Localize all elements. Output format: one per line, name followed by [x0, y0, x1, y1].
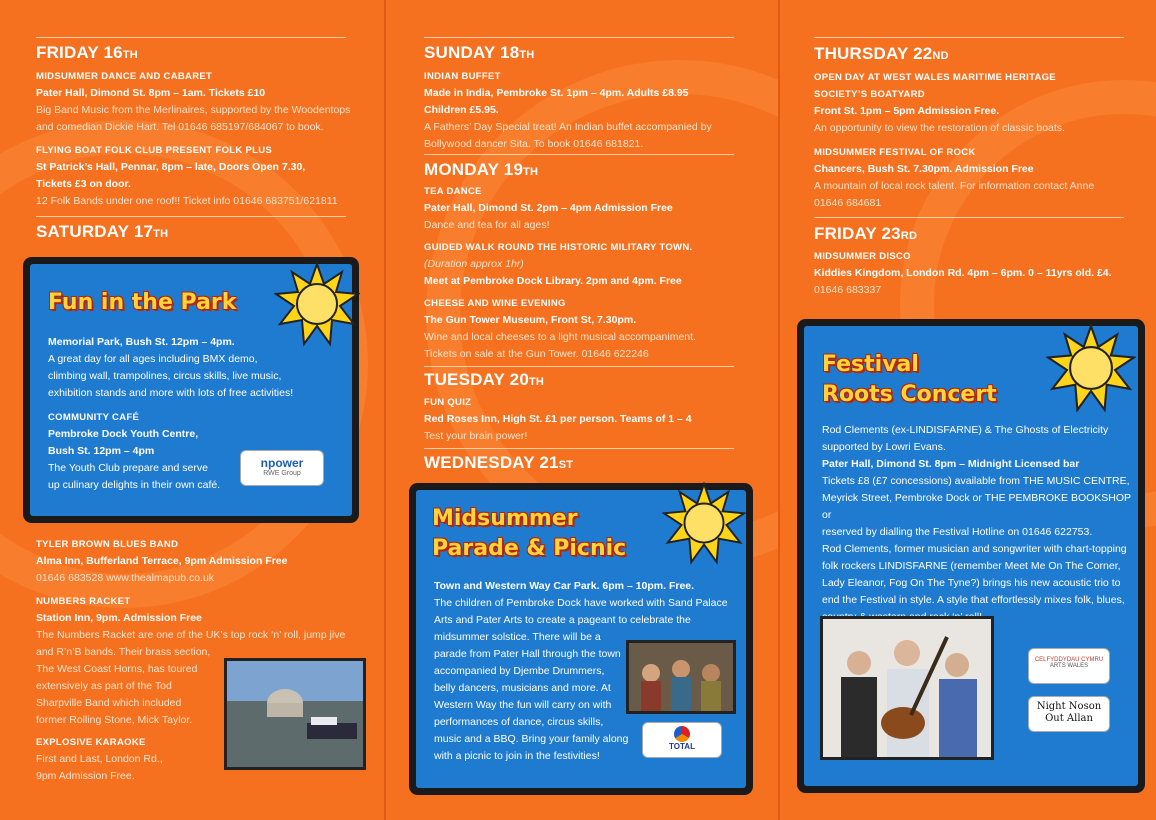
event-indian-buffet: [424, 68, 764, 153]
event-title: INDIAN BUFFET: [424, 71, 501, 82]
event-desc: supported by Lowri Evans.: [822, 441, 946, 453]
event-title: TYLER BROWN BLUES BAND: [36, 539, 179, 550]
event-venue: Tickets £3 on door.: [36, 178, 131, 190]
band-photo: [820, 616, 994, 760]
panel-left: [0, 0, 384, 820]
divider: [424, 37, 734, 38]
event-midsummer-dance: [36, 68, 376, 136]
event-venue: Children £5.95.: [424, 104, 499, 116]
event-desc: and comedian Dickie Hart. Tel 01646 685197/684067 to book.: [36, 121, 324, 133]
event-desc: midsummer solstice. There will be a: [434, 631, 601, 643]
event-venue: Pembroke Dock Youth Centre,: [48, 428, 199, 440]
event-festival-rock: [814, 144, 1144, 212]
event-desc: Big Band Music from the Merlinaires, supported by the Woodentops: [36, 104, 351, 116]
divider: [424, 154, 734, 155]
divider: [36, 216, 346, 217]
event-desc: accompanied by Djembe Drummers,: [434, 665, 605, 677]
event-karaoke: [36, 734, 216, 785]
event-desc: The children of Pembroke Dock have worked with Sand Palace: [434, 597, 728, 609]
total-logo: TOTAL: [642, 722, 722, 758]
event-title: EXPLOSIVE KARAOKE: [36, 737, 146, 748]
box-title: Parade & Picnic: [432, 536, 627, 561]
event-tea-dance: [424, 183, 764, 234]
event-desc: reserved by dialling the Festival Hotline on 01646 622753.: [822, 526, 1093, 538]
divider: [424, 448, 734, 449]
event-guided-walk: [424, 239, 764, 290]
event-title: MIDSUMMER DISCO: [814, 251, 911, 262]
event-desc: Arts and Pater Arts to create a pageant to celebrate the: [434, 614, 691, 626]
event-desc: end the Festival in style. A style that effortlessly mixes folk, blues,: [822, 594, 1125, 606]
event-desc: 12 Folk Bands under one roof!! Ticket info 01646 683751/621811: [36, 195, 338, 207]
event-title: NUMBERS RACKET: [36, 596, 131, 607]
event-desc: Western Way the fun will carry on with: [434, 699, 612, 711]
box-title: Roots Concert: [822, 382, 997, 407]
event-desc: belly dancers, musicians and more. At: [434, 682, 611, 694]
event-desc: extensively as part of the Tod: [36, 680, 172, 692]
event-desc: Rod Clements, former musician and songwriter with chart-topping: [822, 543, 1127, 555]
parade-details: [434, 629, 634, 765]
event-venue: Memorial Park, Bush St. 12pm – 4pm.: [48, 336, 235, 348]
box-title: Midsummer: [432, 506, 578, 531]
event-cheese-wine: [424, 295, 764, 363]
event-desc: 01646 684681: [814, 197, 882, 209]
event-title: MIDSUMMER DANCE AND CABARET: [36, 71, 213, 82]
event-title: MIDSUMMER FESTIVAL OF ROCK: [814, 147, 976, 158]
event-venue: Chancers, Bush St. 7.30pm. Admission Free: [814, 163, 1034, 175]
drummers-photo: [626, 640, 736, 714]
event-desc: performances of dance, circus skills,: [434, 716, 604, 728]
event-title: CHEESE AND WINE EVENING: [424, 298, 566, 309]
event-title: TEA DANCE: [424, 186, 482, 197]
gun-tower-photo: [224, 658, 366, 770]
box-title: Festival: [822, 352, 919, 377]
event-desc: Wine and local cheeses to a light musical accompaniment.: [424, 331, 696, 343]
event-venue: The Gun Tower Museum, Front St, 7.30pm.: [424, 314, 637, 326]
day-heading-saturday: SATURDAY 17TH: [36, 222, 169, 241]
panel-right: [780, 0, 1156, 820]
event-desc: A great day for all ages including BMX demo,: [48, 353, 258, 365]
event-venue: Pater Hall, Dimond St. 2pm – 4pm Admission Free: [424, 202, 673, 214]
event-venue: Meet at Pembroke Dock Library. 2pm and 4pm. Free: [424, 275, 682, 287]
day-heading-friday-23: FRIDAY 23RD: [814, 224, 918, 243]
event-fun-quiz: [424, 394, 764, 445]
event-venue: Station Inn, 9pm. Admission Free: [36, 612, 202, 624]
event-desc: 01646 683528 www.thealmapub.co.uk: [36, 572, 215, 584]
event-disco: [814, 248, 1154, 299]
event-duration: (Duration approx 1hr): [424, 258, 524, 270]
event-desc: A mountain of local rock talent. For information contact Anne: [814, 180, 1095, 192]
divider: [814, 37, 1124, 38]
event-desc: parade from Pater Hall through the town: [434, 648, 621, 660]
event-venue: Kiddies Kingdom, London Rd. 4pm – 6pm. 0 – 11yrs old. £4.: [814, 267, 1112, 279]
event-desc: 01646 683337: [814, 284, 882, 296]
event-desc: with a picnic to join in the festivities!: [434, 750, 600, 762]
event-venue: Pater Hall, Dimond St. 8pm – 1am. Tickets £10: [36, 87, 266, 99]
sun-icon: [662, 482, 746, 566]
event-venue: St Patrick’s Hall, Pennar, 8pm – late, Doors Open 7.30,: [36, 161, 306, 173]
npower-logo: npower RWE Group: [240, 450, 324, 486]
divider: [36, 37, 346, 38]
event-desc: exhibition stands and more with lots of free activities!: [48, 387, 294, 399]
event-desc: Test your brain power!: [424, 430, 528, 442]
sun-icon: [1046, 324, 1136, 414]
day-heading-thursday: THURSDAY 22ND: [814, 44, 949, 63]
event-desc: Lady Eleanor, Fog On The Tyne?) brings his new acoustic trio to: [822, 577, 1121, 589]
concert-details: [822, 422, 1134, 626]
divider: [814, 217, 1124, 218]
event-desc: up culinary delights in their own café.: [48, 479, 221, 491]
event-desc: First and Last, London Rd.,: [36, 753, 163, 765]
community-cafe: [48, 409, 248, 494]
event-venue: Town and Western Way Car Park. 6pm – 10pm. Free.: [434, 580, 695, 592]
day-heading-friday: FRIDAY 16TH: [36, 43, 138, 62]
fun-park-details: [48, 334, 338, 402]
fun-in-the-park-box: [30, 264, 352, 516]
event-title: GUIDED WALK ROUND THE HISTORIC MILITARY TOWN.: [424, 242, 693, 253]
event-title: FLYING BOAT FOLK CLUB PRESENT FOLK PLUS: [36, 145, 273, 156]
event-open-day: [814, 69, 1144, 137]
event-folk-club: [36, 142, 376, 210]
day-heading-monday: MONDAY 19TH: [424, 160, 539, 179]
parade-venue: [434, 578, 734, 629]
event-desc: An opportunity to view the restoration of classic boats.: [814, 122, 1065, 134]
event-title: SOCIETY’S BOATYARD: [814, 89, 925, 100]
day-heading-sunday: SUNDAY 18TH: [424, 43, 535, 62]
event-title: COMMUNITY CAFÉ: [48, 412, 140, 423]
arts-wales-logo: CELFYDDYDAU CYMRU ARTS WALES: [1028, 648, 1110, 684]
event-desc: The Youth Club prepare and serve: [48, 462, 208, 474]
event-desc: climbing wall, trampolines, circus skills, live music,: [48, 370, 282, 382]
event-venue: Red Roses Inn, High St. £1 per person. Teams of 1 – 4: [424, 413, 692, 425]
night-out-logo: Night Noson Out Allan: [1028, 696, 1110, 732]
event-venue: Front St. 1pm – 5pm Admission Free.: [814, 105, 1000, 117]
event-desc: A Fathers’ Day Special treat! An Indian buffet accompanied by: [424, 121, 712, 133]
day-heading-wednesday: WEDNESDAY 21ST: [424, 453, 574, 472]
event-desc: Tickets £8 (£7 concessions) available from THE MUSIC CENTRE,: [822, 475, 1130, 487]
event-desc: The Numbers Racket are one of the UK’s top rock ‘n’ roll, jump jive: [36, 629, 346, 641]
event-desc: Rod Clements (ex-LINDISFARNE) & The Ghosts of Electricity: [822, 424, 1109, 436]
event-desc: The West Coast Horns, has toured: [36, 663, 198, 675]
event-venue: Alma Inn, Bufferland Terrace, 9pm Admission Free: [36, 555, 288, 567]
box-title: Fun in the Park: [48, 290, 237, 315]
roots-concert-box: [804, 326, 1138, 786]
event-desc: Sharpville Band which included: [36, 697, 182, 709]
event-title: FUN QUIZ: [424, 397, 472, 408]
panel-middle: [386, 0, 778, 820]
event-desc: former Rolling Stone, Mick Taylor.: [36, 714, 193, 726]
event-desc: Meyrick Street, Pembroke Dock or THE PEMBROKE BOOKSHOP or: [822, 492, 1131, 521]
event-desc: music and a BBQ. Bring your family along: [434, 733, 629, 745]
event-tyler-brown: [36, 536, 376, 587]
event-desc: folk rockers LINDISFARNE (remember Meet Me On The Corner,: [822, 560, 1121, 572]
midsummer-parade-box: [416, 490, 746, 788]
event-desc: Dance and tea for all ages!: [424, 219, 550, 231]
event-title: OPEN DAY AT WEST WALES MARITIME HERITAGE: [814, 72, 1056, 83]
day-heading-tuesday: TUESDAY 20TH: [424, 370, 545, 389]
event-venue: Made in India, Pembroke St. 1pm – 4pm. Adults £8.95: [424, 87, 689, 99]
event-desc: and R’n’B bands. Their brass section,: [36, 646, 211, 658]
event-desc: Bollywood dancer Sita. To book 01646 681821.: [424, 138, 644, 150]
event-venue: Pater Hall, Dimond St. 8pm – Midnight Licensed bar: [822, 458, 1080, 470]
event-desc: Tickets on sale at the Gun Tower. 01646 622246: [424, 348, 649, 360]
event-venue: Bush St. 12pm – 4pm: [48, 445, 155, 457]
event-desc: 9pm Admission Free.: [36, 770, 135, 782]
divider: [424, 366, 734, 367]
